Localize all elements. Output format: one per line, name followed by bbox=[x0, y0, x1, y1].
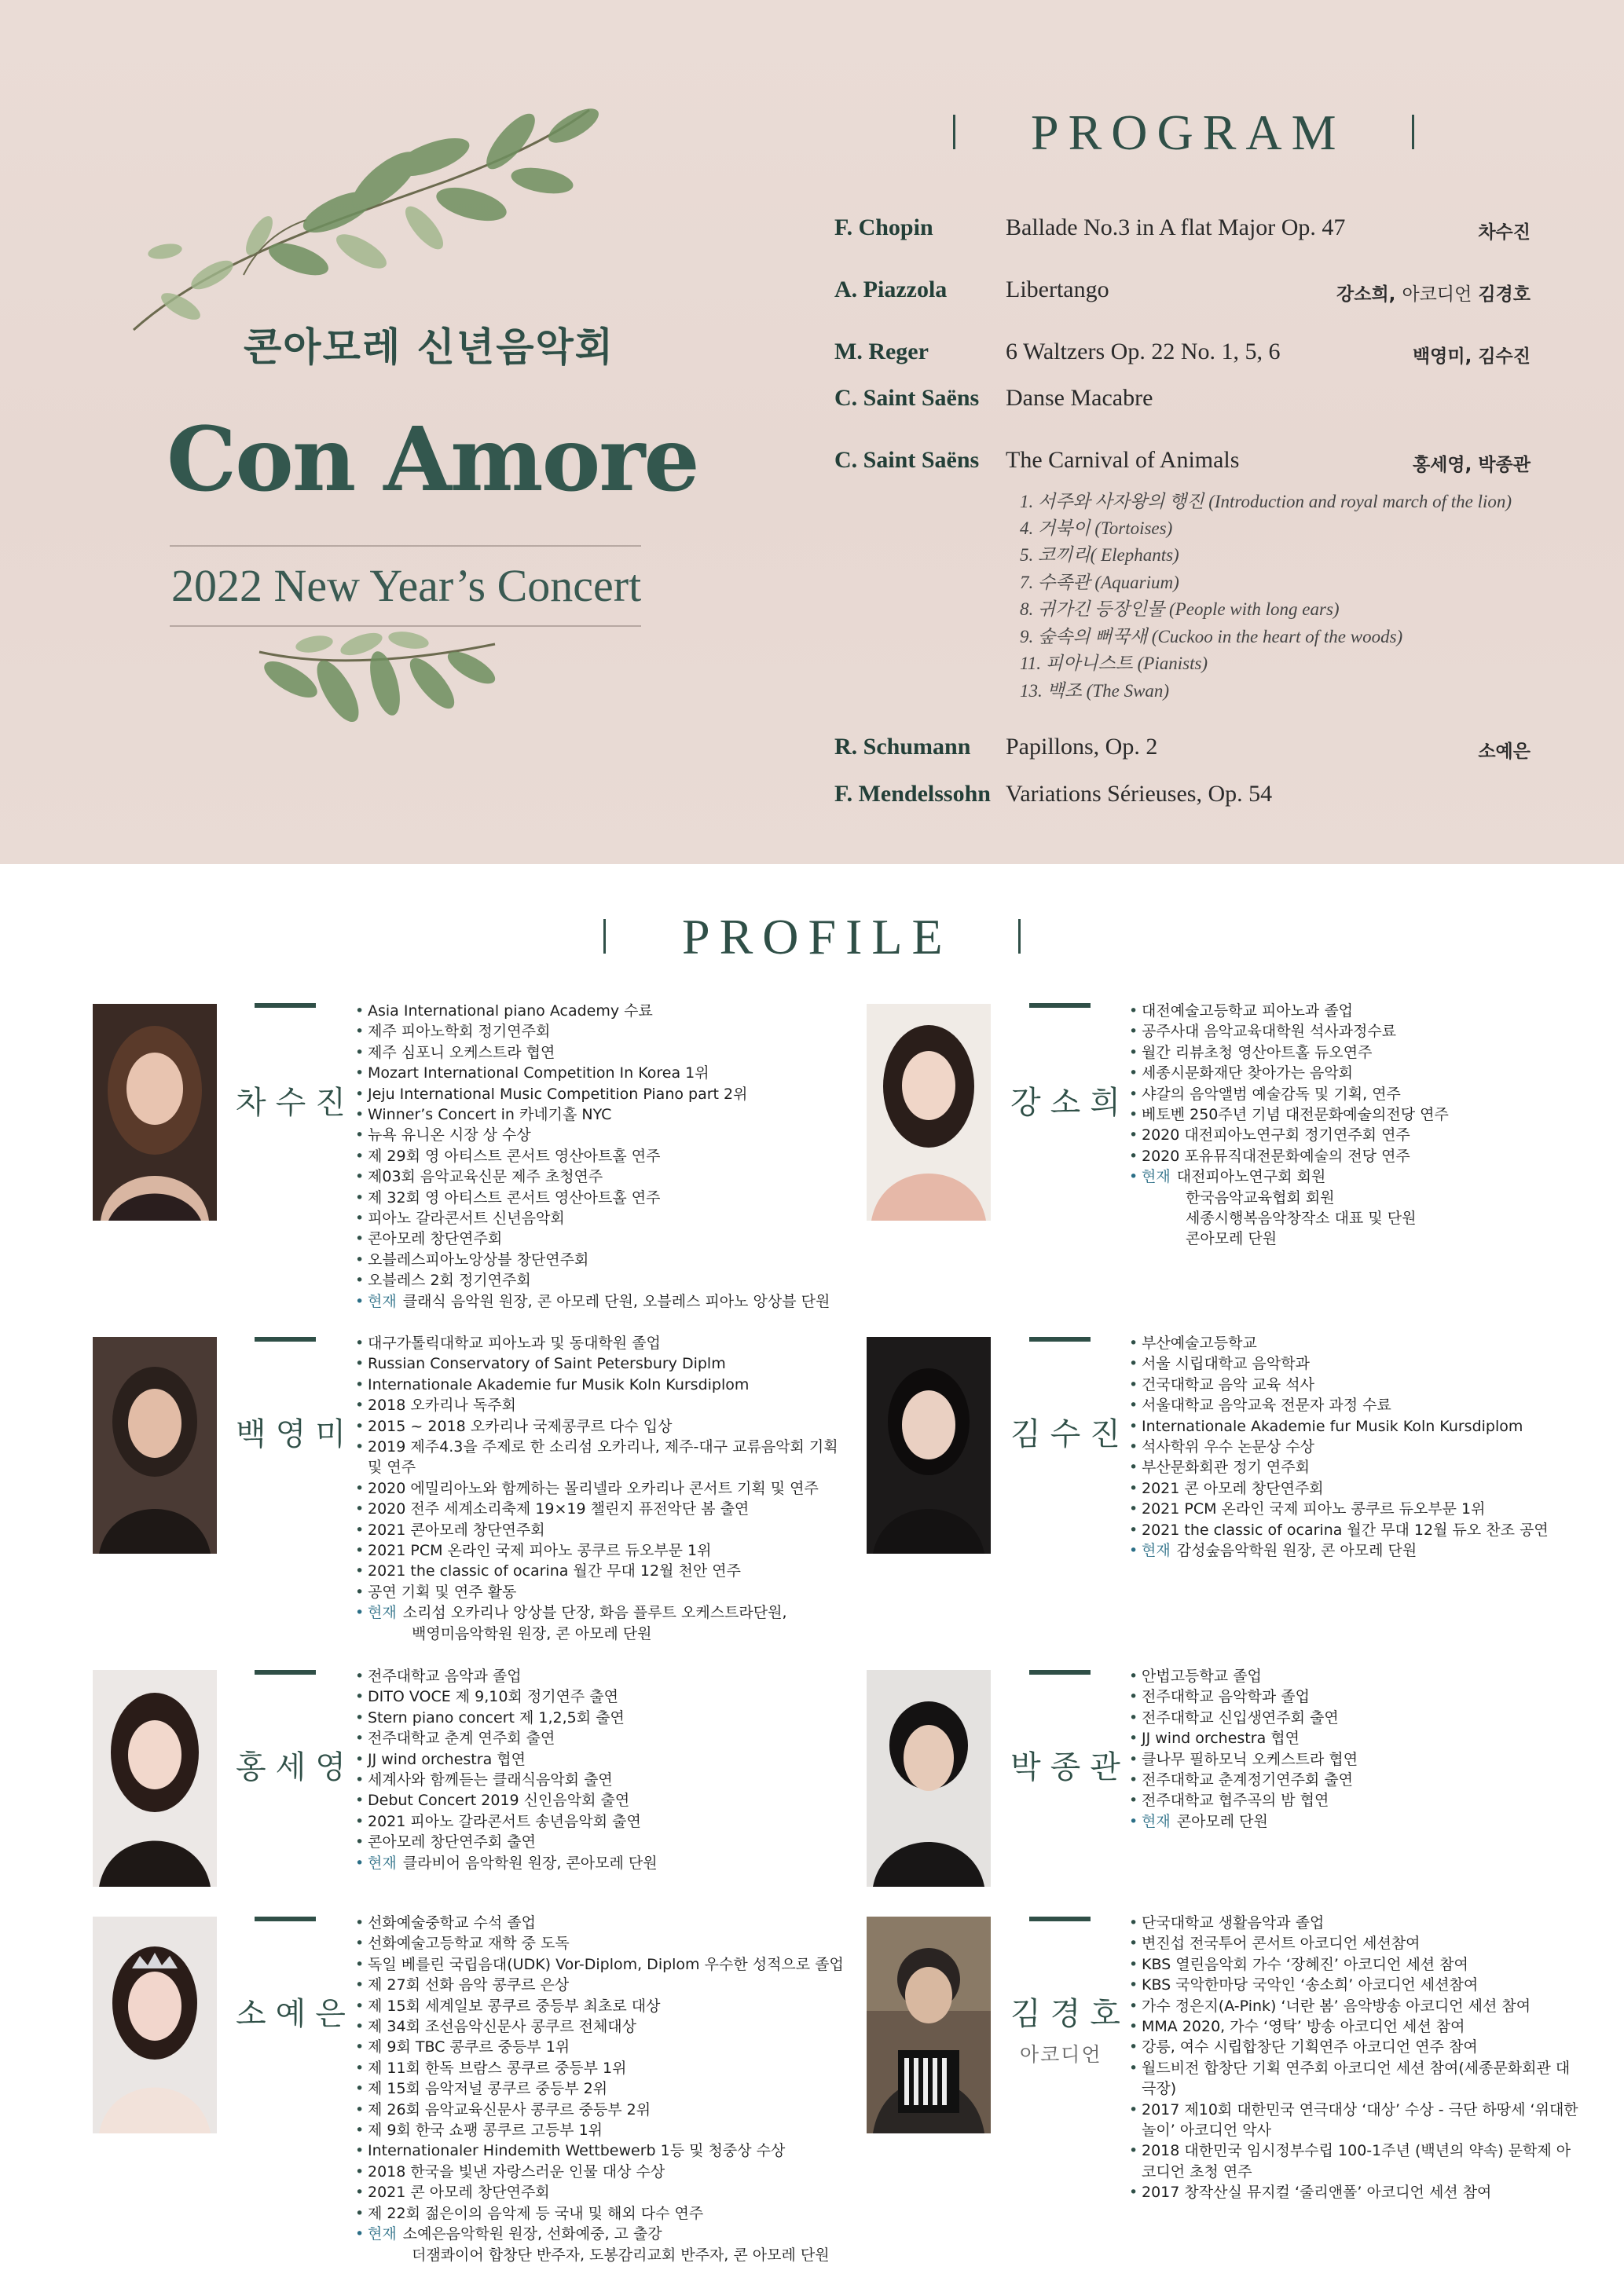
list-item: • 뉴욕 유니온 시장 상 수상 bbox=[355, 1125, 842, 1145]
list-item: • Jeju International Music Competition Piano part 2위 bbox=[355, 1084, 842, 1104]
list-item: • Russian Conservatory of Saint Petersbury Diplm bbox=[355, 1353, 842, 1374]
list-item: • 제 11회 한독 브람스 콩쿠르 중등부 1위 bbox=[355, 2058, 842, 2078]
list-item: • 2015 ~ 2018 오카리나 국제콩쿠르 다수 입상 bbox=[355, 1416, 842, 1437]
current-text: 세종시행복음악창작소 대표 및 단원 bbox=[1186, 1210, 1417, 1228]
current-text: 대전피아노연구회 회원 bbox=[1176, 1168, 1326, 1186]
avatar bbox=[867, 1670, 991, 1887]
current-position bbox=[355, 1853, 842, 1873]
list-item: • 제 22회 젊은이의 음악제 등 국내 및 해외 다수 연주 bbox=[355, 2203, 842, 2224]
list-item: • 2021 PCM 온라인 국제 피아노 콩쿠르 듀오부문 1위 bbox=[355, 1540, 842, 1561]
program-row bbox=[834, 734, 1542, 768]
current-label: 현재 bbox=[368, 1604, 397, 1622]
avatar bbox=[93, 1917, 217, 2133]
current-position bbox=[355, 1291, 842, 1312]
current-label: 현재 bbox=[1142, 1812, 1171, 1830]
leaf-sprig-bottom bbox=[244, 621, 511, 738]
heading-bar-right bbox=[1412, 115, 1414, 149]
instrument-label: 아코디언 bbox=[1020, 2043, 1102, 2066]
movement-item: 4. 거북이 (Tortoises) bbox=[1020, 518, 1173, 538]
name-accent bbox=[255, 1670, 316, 1675]
list-item: • Stern piano concert 제 1,2,5회 출연 bbox=[355, 1708, 842, 1728]
bio-list bbox=[355, 1333, 842, 1644]
list-item: • 대구가톨릭대학교 피아노과 및 동대학원 졸업 bbox=[355, 1333, 842, 1353]
divider bbox=[170, 545, 641, 547]
list-item: • 2021 콘 아모레 창단연주회 bbox=[355, 2182, 842, 2203]
list-item: • 독일 베를린 국립음대(UDK) Vor-Diplom, Diplom 우수한 성적으로 졸업 bbox=[355, 1954, 842, 1975]
bio-list bbox=[355, 1913, 842, 2265]
list-item: • MMA 2020, 가수 ‘영탁’ 방송 아코디언 세션 참여 bbox=[1129, 2016, 1581, 2037]
list-item: • 전주대학교 춘계정기연주회 출연 bbox=[1129, 1770, 1600, 1790]
bio-list bbox=[355, 1001, 842, 1312]
person-name: 김수진 bbox=[1010, 1416, 1130, 1452]
list-item: • 제 9회 한국 쇼팽 콩쿠르 고등부 1위 bbox=[355, 2120, 842, 2140]
list-item: • 제 26회 음악교육신문사 콩쿠르 중등부 2위 bbox=[355, 2100, 842, 2120]
list-item: • 제주 심포니 오케스트라 협연 bbox=[355, 1042, 842, 1063]
composer: M. Reger bbox=[834, 339, 929, 364]
list-item: • 제 9회 TBC 콩쿠르 중등부 1위 bbox=[355, 2037, 842, 2057]
list-item: • 베토벤 250주년 기념 대전문화예술의전당 연주 bbox=[1129, 1104, 1600, 1125]
avatar bbox=[93, 1004, 217, 1221]
person-name: 백영미 bbox=[236, 1416, 355, 1452]
list-item: • 단국대학교 생활음악과 졸업 bbox=[1129, 1913, 1581, 1933]
current-text: 백영미음악학원 원장, 콘 아모레 단원 bbox=[412, 1624, 652, 1642]
program-row bbox=[834, 781, 1542, 815]
list-item: • Asia International piano Academy 수료 bbox=[355, 1001, 842, 1021]
list-item: • 2017 창작산실 뮤지컬 ‘줄리앤폴’ 아코디언 세션 참여 bbox=[1129, 2182, 1581, 2203]
list-item: • 제 15회 음악저널 콩쿠르 중등부 2위 bbox=[355, 2078, 842, 2099]
avatar bbox=[93, 1337, 217, 1554]
program-row bbox=[834, 339, 1542, 373]
list-item: • KBS 국악한마당 국악인 ‘송소희’ 아코디언 세션참여 bbox=[1129, 1975, 1581, 1995]
current-position bbox=[355, 2224, 842, 2265]
list-item: • 제 29회 영 아티스트 콘서트 영산아트홀 연주 bbox=[355, 1146, 842, 1166]
performers bbox=[1336, 280, 1531, 306]
heading-bar-left bbox=[953, 115, 955, 149]
composer: C. Saint Saëns bbox=[834, 385, 980, 411]
current-label: 현재 bbox=[368, 2225, 397, 2243]
composer: R. Schumann bbox=[834, 734, 971, 760]
list-item: • Winner’s Concert in 카네기홀 NYC bbox=[355, 1104, 842, 1125]
bio-list bbox=[1129, 1913, 1581, 2203]
composer: F. Mendelssohn bbox=[834, 781, 991, 807]
list-item: • 2020 에밀리아노와 함께하는 몰리넬라 오카리나 콘서트 기획 및 연주 bbox=[355, 1478, 842, 1499]
list-item: • 2018 오카리나 독주회 bbox=[355, 1395, 842, 1415]
person-name: 강소희 bbox=[1010, 1085, 1130, 1121]
name-accent bbox=[1029, 1337, 1091, 1342]
list-item: • 2018 대한민국 임시정부수립 100-1주년 (백년의 약속) 문학제 아코디언 초청 연주 bbox=[1129, 2140, 1581, 2182]
list-item: • 월드비전 합창단 기획 연주회 아코디언 세션 참여(세종문화회관 대극장) bbox=[1129, 2058, 1581, 2100]
list-item: • 2020 포유뮤직대전문화예술의 전당 연주 bbox=[1129, 1146, 1600, 1166]
list-item: • 제 15회 세계일보 콩쿠르 중등부 최초로 대상 bbox=[355, 1996, 842, 2016]
program-heading: PROGRAM bbox=[1031, 104, 1346, 160]
list-item: • 부산예술고등학교 bbox=[1129, 1333, 1600, 1353]
movement-item: 13. 백조 (The Swan) bbox=[1020, 681, 1170, 701]
movement-item: 1. 서주와 사자왕의 행진 (Introduction and royal march of the lion) bbox=[1020, 492, 1512, 511]
performer: 강소희, bbox=[1336, 284, 1396, 305]
current-text: 콘아모레 단원 bbox=[1176, 1812, 1268, 1830]
performer: 김경호 bbox=[1478, 284, 1531, 305]
bio-list bbox=[1129, 1333, 1600, 1561]
current-label: 현재 bbox=[1142, 1168, 1171, 1186]
list-item: • 공연 기획 및 연주 활동 bbox=[355, 1582, 842, 1602]
list-item: • 제주 피아노학회 정기연주회 bbox=[355, 1021, 842, 1042]
list-item: • 2021 the classic of ocarina 월간 무대 12월 천안 연주 bbox=[355, 1561, 842, 1581]
list-item: • 2020 전주 세계소리축제 19×19 챌린지 퓨전악단 봄 출연 bbox=[355, 1499, 842, 1519]
profile-heading: PROFILE bbox=[682, 909, 952, 965]
heading-bar-right bbox=[1018, 919, 1021, 954]
list-item: • 제 32회 영 아티스트 콘서트 영산아트홀 연주 bbox=[355, 1188, 842, 1208]
performer: 홍세영, 박종관 bbox=[1412, 455, 1531, 475]
movement-item: 11. 피아니스트 (Pianists) bbox=[1020, 654, 1208, 673]
list-item: • 전주대학교 음악학과 졸업 bbox=[1129, 1686, 1600, 1707]
list-item: • 공주사대 음악교육대학원 석사과정수료 bbox=[1129, 1021, 1600, 1042]
list-item: • 대전예술고등학교 피아노과 졸업 bbox=[1129, 1001, 1600, 1021]
work-title: Variations Sérieuses, Op. 54 bbox=[1006, 781, 1273, 807]
list-item: • Internationale Akademie fur Musik Koln Kursdiplom bbox=[1129, 1416, 1600, 1437]
current-text: 감성숲음악학원 원장, 콘 아모레 단원 bbox=[1176, 1542, 1417, 1560]
heading-bar-left bbox=[603, 919, 606, 954]
list-item: • 콘아모레 창단연주회 출연 bbox=[355, 1832, 842, 1852]
program-row bbox=[834, 276, 1542, 311]
avatar bbox=[867, 1004, 991, 1221]
performer: 차수진 bbox=[1478, 222, 1531, 243]
list-item: • Debut Concert 2019 신인음악회 출연 bbox=[355, 1790, 842, 1811]
avatar bbox=[93, 1670, 217, 1887]
work-title: 6 Waltzers Op. 22 No. 1, 5, 6 bbox=[1006, 339, 1281, 364]
movement-item: 7. 수족관 (Aquarium) bbox=[1020, 573, 1179, 592]
list-item: • 세계사와 함께듣는 클래식음악회 출연 bbox=[355, 1770, 842, 1790]
list-item: • 부산문화회관 정기 연주회 bbox=[1129, 1457, 1600, 1478]
list-item: • 서울 시립대학교 음악학과 bbox=[1129, 1353, 1600, 1374]
list-item: • JJ wind orchestra 협연 bbox=[355, 1749, 842, 1770]
list-item: • 2021 PCM 온라인 국제 피아노 콩쿠르 듀오부문 1위 bbox=[1129, 1499, 1600, 1519]
program-row bbox=[834, 385, 1542, 419]
person-name: 김경호 bbox=[1010, 1996, 1130, 2032]
list-item: • 안법고등학교 졸업 bbox=[1129, 1666, 1600, 1686]
list-item: • 전주대학교 춘계 연주회 출연 bbox=[355, 1728, 842, 1749]
current-label: 현재 bbox=[368, 1292, 397, 1310]
list-item: • 전주대학교 신입생연주회 출연 bbox=[1129, 1708, 1600, 1728]
composer: F. Chopin bbox=[834, 214, 933, 240]
program-row bbox=[834, 447, 1542, 482]
list-item: • 샤갈의 음악앨범 예술감독 및 기획, 연주 bbox=[1129, 1084, 1600, 1104]
name-accent bbox=[255, 1003, 316, 1008]
list-item: • 피아노 갈라콘서트 신년음악회 bbox=[355, 1208, 842, 1229]
list-item: • 2018 한국을 빛낸 자랑스러운 인물 대상 수상 bbox=[355, 2162, 842, 2182]
list-item: • 강릉, 여수 시립합창단 기획연주 아코디언 연주 참여 bbox=[1129, 2037, 1581, 2057]
name-accent bbox=[255, 1337, 316, 1342]
list-item: • DITO VOCE 제 9,10회 정기연주 출연 bbox=[355, 1686, 842, 1707]
program-panel bbox=[0, 0, 1624, 864]
current-text: 클래식 음악원 원장, 콘 아모레 단원, 오블레스 피아노 앙상블 단원 bbox=[402, 1292, 830, 1310]
instrument-label: 아코디언 bbox=[1402, 284, 1472, 305]
current-text: 한국음악교육협회 회원 bbox=[1186, 1188, 1335, 1207]
list-item: • 2021 콘아모레 창단연주회 bbox=[355, 1520, 842, 1540]
current-text: 더잼콰이어 합창단 반주자, 도봉감리교회 반주자, 콘 아모레 단원 bbox=[412, 2246, 830, 2264]
person-name: 차수진 bbox=[236, 1085, 355, 1121]
work-title: Danse Macabre bbox=[1006, 385, 1153, 411]
list-item: • KBS 열린음악회 가수 ‘장혜진’ 아코디언 세션 참여 bbox=[1129, 1954, 1581, 1975]
list-item: • 제 34회 조선음악신문사 콩쿠르 전체대상 bbox=[355, 2016, 842, 2037]
avatar bbox=[867, 1337, 991, 1554]
current-text: 소리섬 오카리나 앙상블 단장, 화음 플루트 오케스트라단원, bbox=[402, 1604, 787, 1622]
work-title: The Carnival of Animals bbox=[1006, 447, 1240, 473]
name-accent bbox=[1029, 1003, 1091, 1008]
list-item: • 2021 the classic of ocarina 월간 무대 12월 듀오 찬조 공연 bbox=[1129, 1520, 1600, 1540]
list-item: • Mozart International Competition In Korea 1위 bbox=[355, 1063, 842, 1083]
current-position bbox=[355, 1602, 842, 1644]
name-accent bbox=[1029, 1917, 1091, 1921]
current-position bbox=[1129, 1540, 1600, 1561]
list-item: • 세종시문화재단 찾아가는 음악회 bbox=[1129, 1063, 1600, 1083]
list-item: • 클나무 필하모닉 오케스트라 협연 bbox=[1129, 1749, 1600, 1770]
list-item: • 석사학위 우수 논문상 수상 bbox=[1129, 1437, 1600, 1457]
current-position bbox=[1129, 1811, 1600, 1832]
current-text: 클라비어 음악학원 원장, 콘아모레 단원 bbox=[402, 1854, 658, 1872]
list-item: • 2020 대전피아노연구회 정기연주회 연주 bbox=[1129, 1125, 1600, 1145]
current-text: 콘아모레 단원 bbox=[1186, 1230, 1278, 1248]
work-title: Libertango bbox=[1006, 276, 1109, 302]
current-text: 소예은음악학원 원장, 선화예중, 고 출강 bbox=[402, 2225, 662, 2243]
list-item: • Internationale Akademie fur Musik Koln Kursdiplom bbox=[355, 1375, 842, 1395]
movement-item: 8. 귀가긴 등장인물 (People with long ears) bbox=[1020, 599, 1340, 619]
list-item: • 제03회 음악교육신문 제주 초청연주 bbox=[355, 1166, 842, 1187]
composer: C. Saint Saëns bbox=[834, 447, 980, 473]
list-item: • 2021 콘 아모레 창단연주회 bbox=[1129, 1478, 1600, 1499]
current-position bbox=[1129, 1166, 1600, 1250]
work-title: Papillons, Op. 2 bbox=[1006, 734, 1158, 760]
list-item: • 서울대학교 음악교육 전문자 과정 수료 bbox=[1129, 1395, 1600, 1415]
bio-list bbox=[1129, 1001, 1600, 1250]
performer: 백영미, 김수진 bbox=[1412, 346, 1531, 367]
person-name: 박종관 bbox=[1010, 1749, 1130, 1785]
list-item: • 전주대학교 음악과 졸업 bbox=[355, 1666, 842, 1686]
composer: A. Piazzola bbox=[834, 276, 948, 302]
name-accent bbox=[255, 1917, 316, 1921]
list-item: • 건국대학교 음악 교육 석사 bbox=[1129, 1375, 1600, 1395]
current-label: 현재 bbox=[368, 1854, 397, 1872]
list-item: • 콘아모레 창단연주회 bbox=[355, 1229, 842, 1249]
person-name: 홍세영 bbox=[236, 1749, 355, 1785]
list-item: • 2019 제주4.3을 주제로 한 소리섬 오카리나, 제주-대구 교류음악회 기획 및 연주 bbox=[355, 1437, 842, 1478]
movement-item: 5. 코끼리( Elephants) bbox=[1020, 545, 1179, 565]
list-item: • 제 27회 선화 음악 콩쿠르 은상 bbox=[355, 1975, 842, 1995]
list-item: • 2017 제10회 대한민국 연극대상 ‘대상’ 수상 - 극단 하땅세 ‘위대한 놀이’ 아코디언 악사 bbox=[1129, 2100, 1581, 2141]
concert-subtitle: 2022 New Year’s Concert bbox=[171, 560, 642, 611]
work-title: Ballade No.3 in A flat Major Op. 47 bbox=[1006, 214, 1346, 240]
program-row bbox=[834, 214, 1542, 249]
concert-title: Con Amore bbox=[167, 408, 698, 511]
list-item: • 오블레스피아노앙상블 창단연주회 bbox=[355, 1250, 842, 1270]
korean-concert-title: 콘아모레 신년음악회 bbox=[244, 324, 615, 370]
bio-list bbox=[1129, 1666, 1600, 1832]
movement-item: 9. 숲속의 뻐꾹새 (Cuckoo in the heart of the woods) bbox=[1020, 627, 1403, 646]
list-item: • 월간 리뷰초청 영산아트홀 듀오연주 bbox=[1129, 1042, 1600, 1063]
bio-list bbox=[355, 1666, 842, 1873]
current-label: 현재 bbox=[1142, 1542, 1171, 1560]
performer: 소예은 bbox=[1478, 742, 1531, 762]
list-item: • 선화예술중학교 수석 졸업 bbox=[355, 1913, 842, 1933]
list-item: • 선화예술고등학교 재학 중 도독 bbox=[355, 1933, 842, 1954]
list-item: • 변진섭 전국투어 콘서트 아코디언 세션참여 bbox=[1129, 1933, 1581, 1954]
leaf-garland-top bbox=[102, 94, 605, 346]
list-item: • 가수 정은지(A-Pink) ‘너란 봄’ 음악방송 아코디언 세션 참여 bbox=[1129, 1996, 1581, 2016]
list-item: • JJ wind orchestra 협연 bbox=[1129, 1728, 1600, 1749]
list-item: • 전주대학교 협주곡의 밤 협연 bbox=[1129, 1790, 1600, 1811]
name-accent bbox=[1029, 1670, 1091, 1675]
list-item: • 오블레스 2회 정기연주회 bbox=[355, 1270, 842, 1291]
list-item: • Internationaler Hindemith Wettbewerb 1등 및 청중상 수상 bbox=[355, 2140, 842, 2161]
list-item: • 2021 피아노 갈라콘서트 송년음악회 출연 bbox=[355, 1811, 842, 1832]
avatar bbox=[867, 1917, 991, 2133]
person-name: 소예은 bbox=[236, 1996, 355, 2032]
